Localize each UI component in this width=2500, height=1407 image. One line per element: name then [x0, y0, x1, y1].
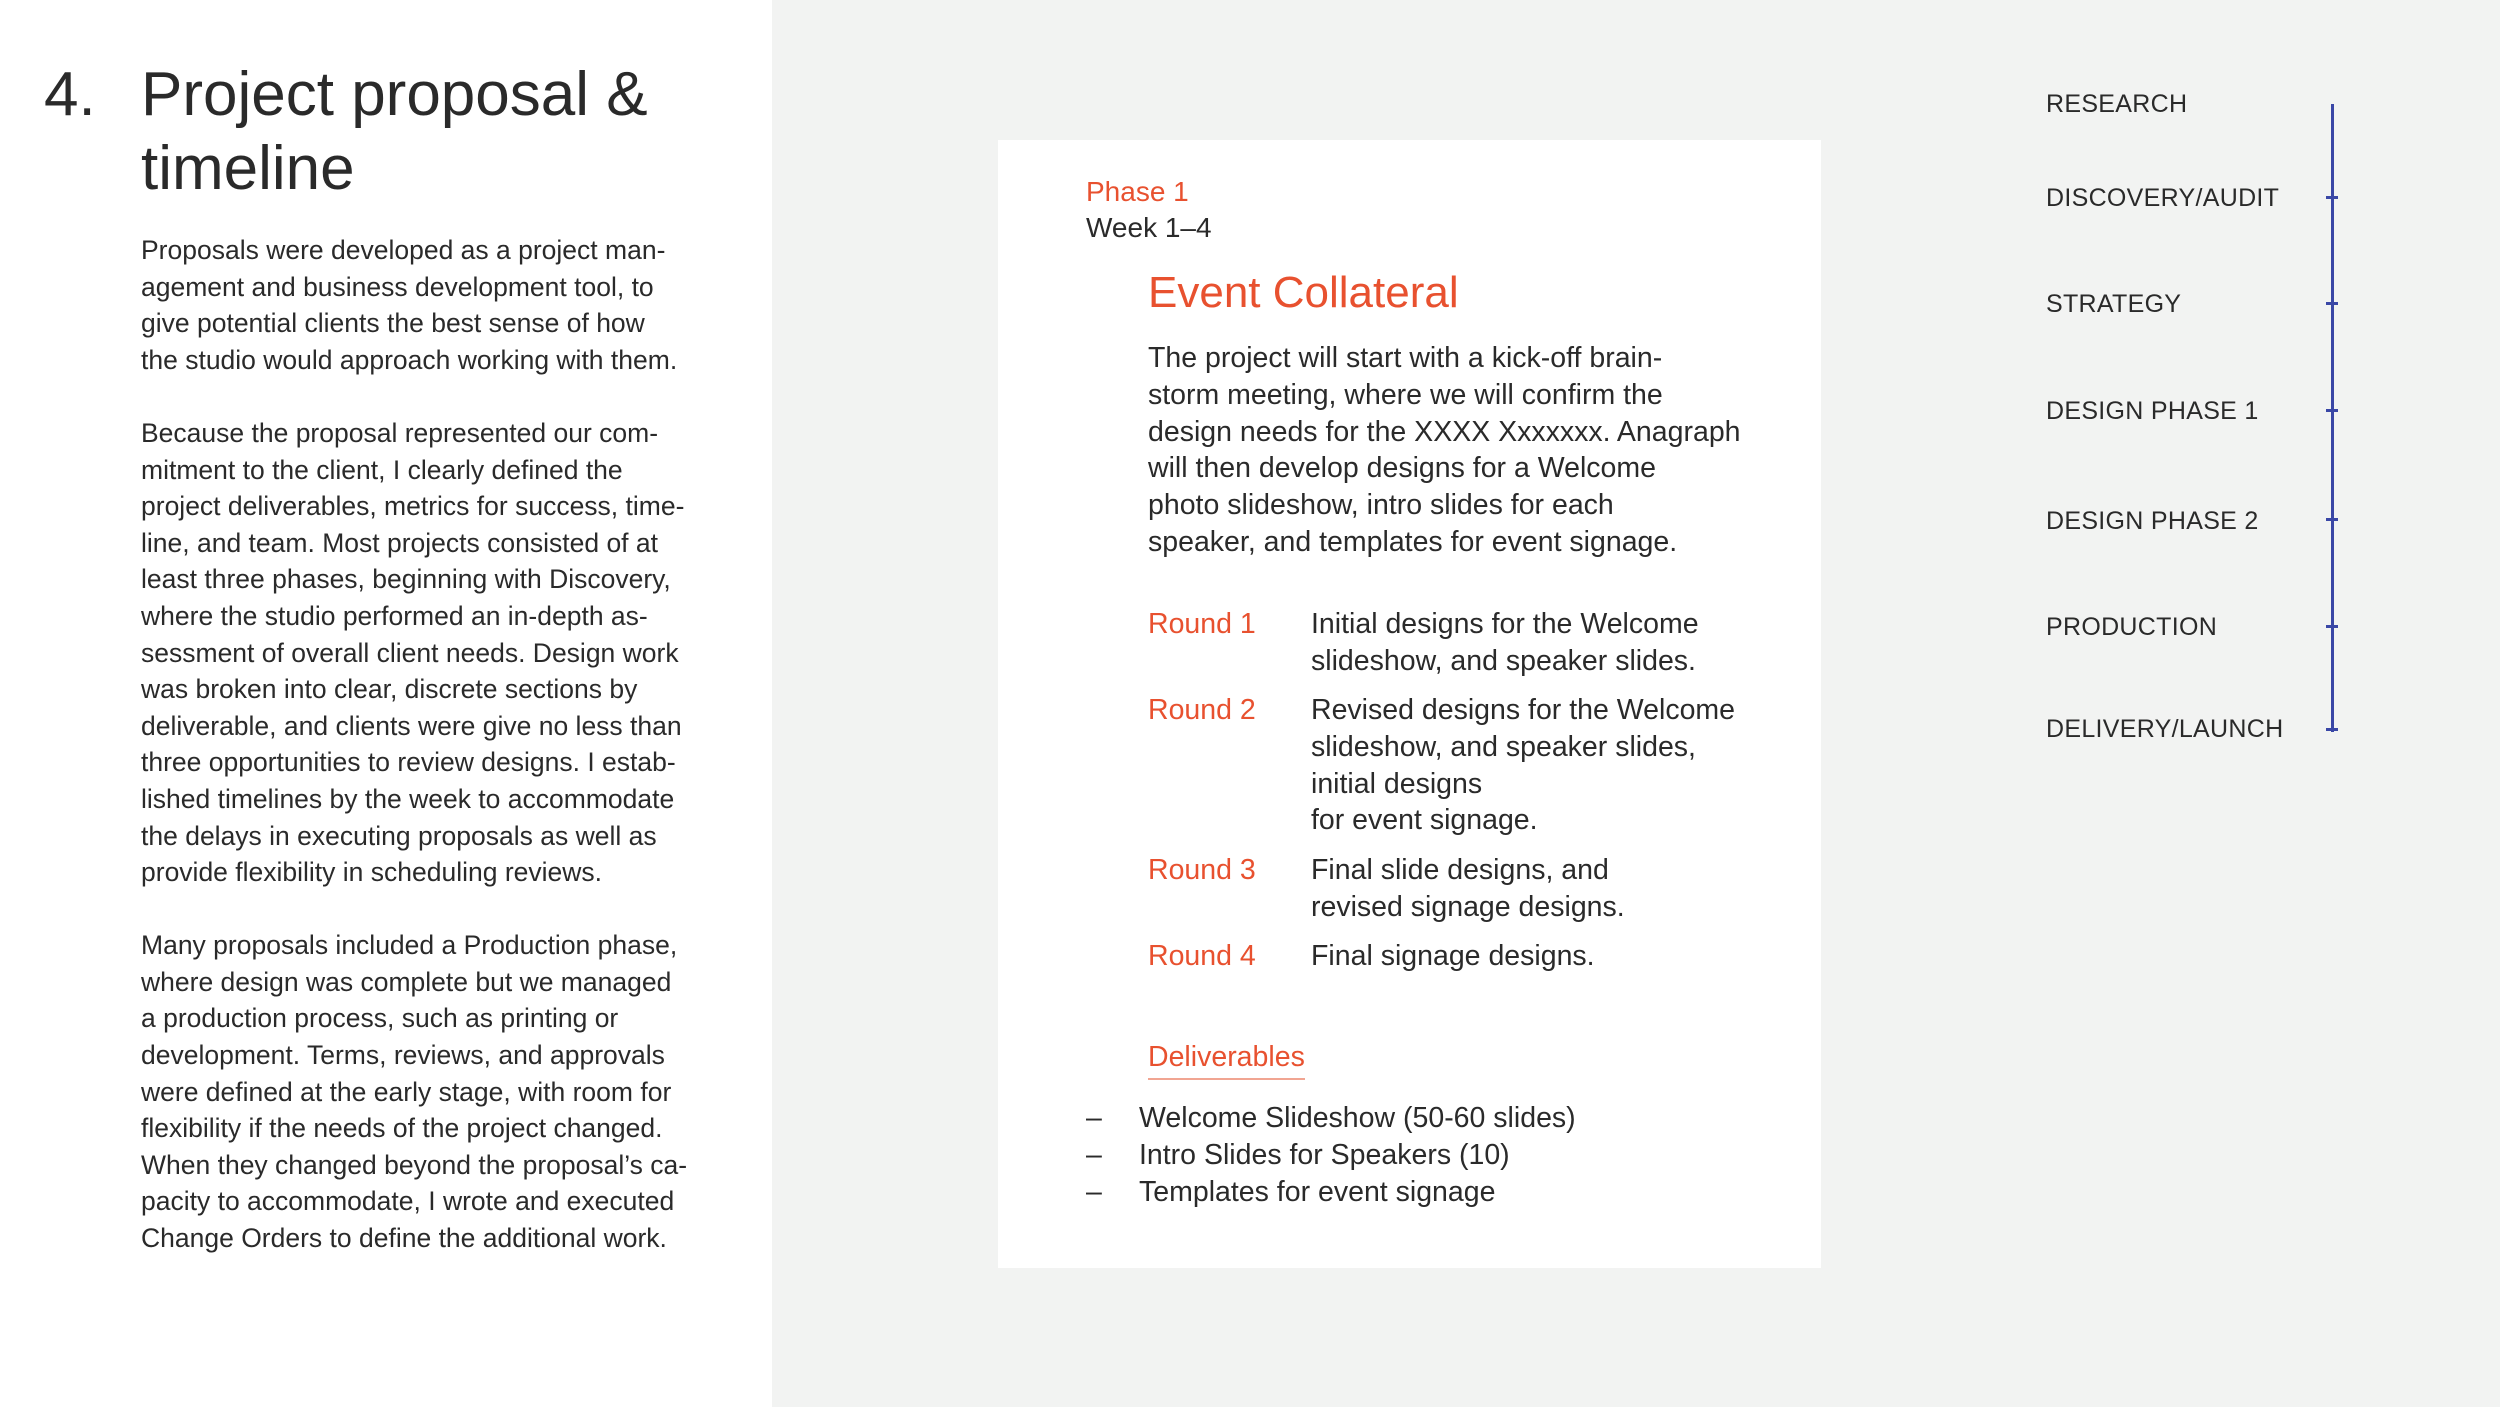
dash-bullet: – — [1086, 1102, 1102, 1134]
timeline-tick — [2326, 196, 2338, 199]
round-text: Final signage designs. — [1311, 940, 1595, 972]
dash-bullet: – — [1086, 1175, 1102, 1208]
list-item — [1086, 1100, 1786, 1137]
timeline-stage: DESIGN PHASE 1 — [2046, 397, 2259, 425]
round-label: Round 3 — [1148, 854, 1256, 886]
timeline-stage: STRATEGY — [2046, 290, 2182, 318]
timeline-tick — [2326, 302, 2338, 305]
timeline-tick — [2326, 728, 2338, 731]
timeline-tick — [2326, 625, 2338, 628]
card-description: The project will start with a kick-off brain- storm meeting, where we will confirm the design needs for the XXXX Xxxxxxx. Anagraph will then develop designs for a Welcome photo slideshow, intro slides for each speaker, and templates for event signage. — [1148, 342, 1741, 558]
paragraph: Many proposals included a Production phase, where design was complete but we managed a production process, such as printing or development. Terms, reviews, and approvals were defined at the early stage, with room for flexibility if the needs of the project changed. When they changed beyond the proposal’s ca- pacity to accommodate, I wrote and executed Change Orders to define the additional work. — [141, 930, 688, 1254]
round-text: Initial designs for the Welcome slideshow, and speaker slides. — [1311, 608, 1699, 677]
round-label: Round 2 — [1148, 694, 1256, 726]
round-text: Final slide designs, and revised signage designs. — [1311, 854, 1625, 923]
deliverable-text: Intro Slides for Speakers (10) — [1139, 1138, 1510, 1171]
deliverable-text: Templates for event signage — [1139, 1175, 1496, 1208]
section-number: 4. — [44, 60, 96, 129]
timeline-stage: DISCOVERY/AUDIT — [2046, 184, 2280, 212]
timeline-stage: DELIVERY/LAUNCH — [2046, 715, 2284, 743]
page-title: Project proposal & timeline — [141, 60, 648, 203]
timeline-tick — [2326, 409, 2338, 412]
timeline-stage: DESIGN PHASE 2 — [2046, 507, 2259, 535]
round-text: Revised designs for the Welcome slideshow, and speaker slides, initial designs for event signage. — [1311, 694, 1736, 837]
deliverable-text: Welcome Slideshow (50-60 slides) — [1139, 1102, 1576, 1134]
week-label: Week 1–4 — [1086, 212, 1212, 243]
phase-label: Phase 1 — [1086, 176, 1189, 207]
paragraph: Proposals were developed as a project man- agement and business development tool, to give potential clients the best sense of how the studio would approach working with them. — [141, 235, 678, 375]
intro-text — [141, 232, 721, 1293]
deliverables-heading: Deliverables — [1148, 1038, 1305, 1080]
deliverables-list — [1086, 1100, 1786, 1210]
list-item — [1086, 1174, 1786, 1211]
dash-bullet: – — [1086, 1138, 1102, 1171]
timeline-stage: RESEARCH — [2046, 90, 2188, 118]
round-label: Round 4 — [1148, 940, 1256, 972]
timeline-tick — [2326, 518, 2338, 521]
card-title: Event Collateral — [1148, 268, 1459, 317]
round-label: Round 1 — [1148, 608, 1256, 640]
list-item — [1086, 1137, 1786, 1174]
paragraph: Because the proposal represented our com- mitment to the client, I clearly defined the project deliverables, metrics for success, time- line, and team. Most projects consisted of at least three phases, beginning with Discovery, where the studio performed an in-depth as- sessment of overall client needs. Design work was broken into clear, discrete sections by deliverable, and clients were give no less than three opportunities to review designs. I estab- lished timelines by the week to accommodate the delays in executing proposals as well as provide flexibility in scheduling reviews. — [141, 417, 685, 888]
proposal-card — [998, 140, 1821, 1268]
timeline-stage: PRODUCTION — [2046, 613, 2218, 641]
